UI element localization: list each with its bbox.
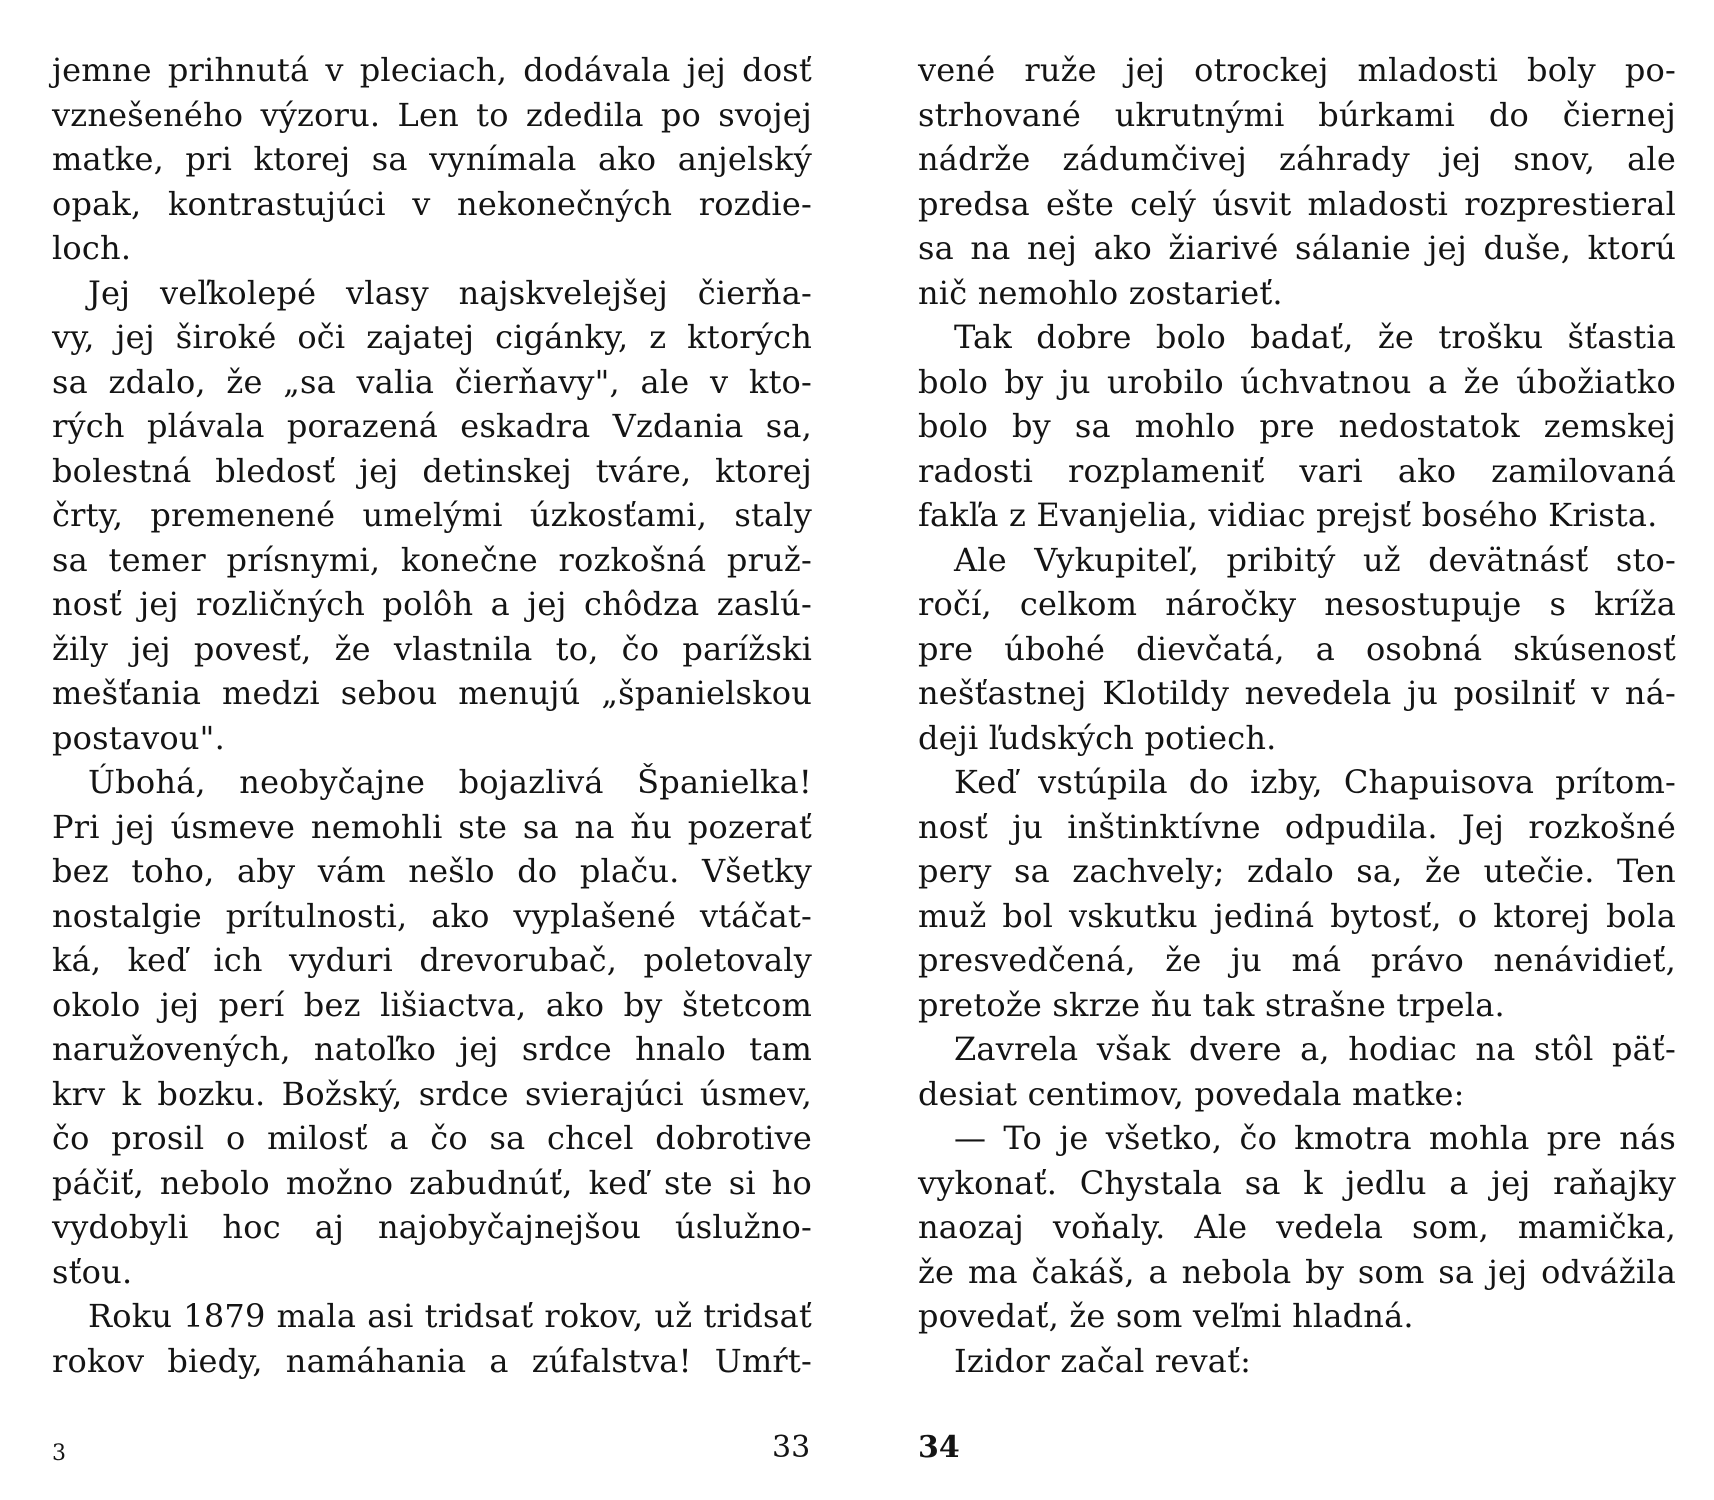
text-line: loch.	[52, 229, 132, 267]
text-line: pery sa zachvely; zdalo sa, že utečie. Ten	[918, 852, 1676, 890]
text-line: čo prosil o milosť a čo sa chcel dobrotive	[52, 1119, 812, 1157]
text-line: pre úbohé dievčatá, a osobná skúsenosť	[918, 629, 1676, 668]
text-line: že ma čakáš, a nebola by som sa jej odvážila	[918, 1252, 1676, 1291]
text-line: rokov biedy, namáhania a zúfalstva! Umŕt-	[52, 1341, 812, 1380]
text-line: nosť ju inštinktívne odpudila. Jej rozkošné	[918, 807, 1676, 846]
text-line: žily jej povesť, že vlastnila to, čo parížski	[52, 629, 812, 668]
text-line: Tak dobre bolo badať, že trošku šťastia	[954, 318, 1676, 356]
text-line: ročí, celkom náročky nesostupuje s kríža	[918, 585, 1676, 623]
text-line: jemne prihnutá v pleciach, dodávala jej dosť	[52, 51, 812, 89]
text-line: Izidor začal revať:	[954, 1341, 1252, 1380]
text-line: ká, keď ich vyduri drevorubač, poletovaly	[52, 941, 812, 979]
text-line: vy, jej široké oči zajatej cigánky, z ktorých	[52, 318, 812, 356]
text-line: sa zdalo, že „sa valia čierňavy", ale v kto-	[52, 362, 812, 401]
right-page-text	[918, 48, 1676, 1383]
text-line: páčiť, nebolo možno zabudnúť, keď ste si ho	[52, 1163, 812, 1202]
text-line: Jej veľkolepé vlasy najskvelejšej čierňa-	[88, 273, 812, 312]
text-line: sa temer prísnymi, konečne rozkošná pruž-	[52, 540, 812, 579]
text-line: strhované ukrutnými búrkami do čiernej	[918, 95, 1676, 134]
text-line: radosti rozplameniť vari ako zamilovaná	[918, 451, 1676, 490]
text-line: Keď vstúpila do izby, Chapuisova prítom-	[954, 763, 1676, 801]
text-line: naružovených, natoľko jej srdce hnalo tam	[52, 1030, 812, 1068]
text-line: sa na nej ako žiarivé sálanie jej duše, ktorú	[918, 229, 1676, 267]
text-line: presvedčená, že ju má právo nenávidieť,	[918, 941, 1676, 979]
text-line: matke, pri ktorej sa vynímala ako anjelský	[52, 140, 812, 178]
text-line: opak, kontrastujúci v nekonečných rozdie-	[52, 184, 812, 223]
text-line: bolo by ju urobilo úchvatnou a že úbožiatko	[918, 362, 1676, 401]
text-line: naozaj voňaly. Ale vedela som, mamička,	[918, 1208, 1676, 1246]
text-line: vydobyli hoc aj najobyčajnejšou úslužno-	[52, 1208, 812, 1246]
text-line: črty, premenené umelými úzkosťami, staly	[52, 496, 812, 534]
text-line: bolestná bledosť jej detinskej tváre, ktorej	[52, 451, 812, 490]
page-number-left: 33	[772, 1430, 811, 1465]
text-line: rých plávala porazená eskadra Vzdania sa,	[52, 407, 812, 445]
page-number-right: 34	[918, 1430, 960, 1465]
text-line: okolo jej perí bez lišiactva, ako by štetcom	[52, 985, 812, 1024]
text-line: fakľa z Evanjelia, vidiac prejsť bosého Krista.	[918, 496, 1658, 534]
text-line: predsa ešte celý úsvit mladosti rozprestieral	[918, 184, 1676, 223]
text-line: — To je všetko, čo kmotra mohla pre nás	[954, 1119, 1676, 1157]
text-line: bez toho, aby vám nešlo do plaču. Všetky	[52, 852, 812, 890]
right-page	[918, 48, 1676, 1383]
text-line: sťou.	[52, 1252, 133, 1291]
text-line: Úbohá, neobyčajne bojazlivá Španielka!	[88, 763, 812, 801]
text-line: nič nemohlo zostarieť.	[918, 273, 1283, 312]
text-line: nostalgie prítulnosti, ako vyplašené vtáčat-	[52, 896, 812, 935]
text-line: nádrže zádumčivej záhrady jej snov, ale	[918, 140, 1676, 178]
text-line: povedať, že som veľmi hladná.	[918, 1297, 1414, 1335]
text-line: vené ruže jej otrockej mladosti boly po-	[918, 51, 1676, 89]
left-page	[52, 48, 812, 1383]
text-line: Pri jej úsmeve nemohli ste sa na ňu pozerať	[52, 807, 812, 846]
text-line: nosť jej rozličných polôh a jej chôdza zaslú-	[52, 585, 812, 623]
text-line: vykonať. Chystala sa k jedlu a jej raňajky	[918, 1163, 1676, 1202]
text-line: krv k bozku. Božský, srdce svierajúci úsmev,	[52, 1074, 812, 1113]
text-line: vznešeného výzoru. Len to zdedila po svojej	[52, 95, 812, 134]
signature-mark: 3	[52, 1441, 66, 1466]
text-line: Zavrela však dvere a, hodiac na stôl päť-	[954, 1030, 1676, 1068]
text-line: deji ľudských potiech.	[918, 718, 1277, 757]
text-line: pretože skrze ňu tak strašne trpela.	[918, 985, 1505, 1024]
text-line: muž bol vskutku jediná bytosť, o ktorej bola	[918, 896, 1676, 935]
text-line: bolo by sa mohlo pre nedostatok zemskej	[918, 407, 1676, 445]
left-page-text	[52, 48, 812, 1383]
text-line: desiat centimov, povedala matke:	[918, 1074, 1465, 1113]
text-line: Roku 1879 mala asi tridsať rokov, už tridsať	[88, 1297, 812, 1335]
text-line: Ale Vykupiteľ, pribitý už devätnásť sto-	[954, 540, 1676, 579]
text-line: mešťania medzi sebou menujú „španielskou	[52, 674, 812, 712]
text-line: postavou".	[52, 718, 225, 757]
text-line: nešťastnej Klotildy nevedela ju posilniť v ná-	[918, 674, 1676, 712]
